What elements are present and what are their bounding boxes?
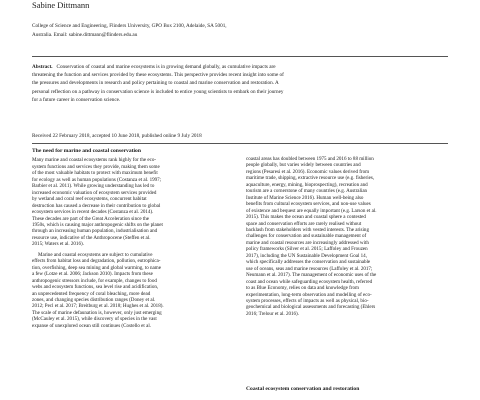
text-line: geochemical and biological assessments and forecasting (Ehlers	[246, 304, 376, 311]
text-line: maritime trade, shipping, extractive resource use (e.g. fisheries,	[246, 175, 375, 182]
text-line: Neumann et al. 2017). The management of economic uses of the	[246, 272, 377, 279]
text-line: through an increasing human population, industrialisation and	[32, 228, 158, 235]
text-line: ecosystem services in recent decades (Costanza et al. 2014).	[32, 209, 154, 216]
text-line: regions (Pesaresi et al. 2016). Economic values derived from	[246, 168, 370, 175]
text-line: of the most valuable habitats to protect with maximum benefit	[32, 170, 158, 177]
text-line: people globally, but varies widely between countries and	[246, 162, 361, 169]
text-line: 2016; Trelour et al. 2016).	[246, 310, 299, 317]
text-line: system processes, effects of impacts as well as physical, bio-	[246, 297, 369, 304]
affiliation-line: College of Science and Engineering, Flinders University, GPO Box 2100, Adelaide, SA 5001,	[32, 23, 227, 29]
abstract-line: for a future career in conservation science.	[32, 96, 121, 103]
text-line: experimentation, long-term observation and modelling of eco-	[246, 291, 372, 298]
text-line: marine and coastal resources are increasingly addressed with	[246, 239, 369, 246]
text-line: 2012; Pecl et al. 2017; Breitburg et al. 2018; Hughes et al. 2018).	[32, 303, 164, 310]
text-line: coast and ocean while safeguarding ecosystem health, referred	[246, 278, 373, 285]
text-line: policy frameworks (Silver et al. 2015; Laffoley and Frouzen	[246, 246, 368, 253]
text-line: zones, and changing species distribution ranges (Doney et al.	[32, 296, 156, 303]
text-line: effects from habitat loss and degradation, pollution, eutrophica-	[32, 258, 161, 265]
section-heading: Coastal ecosystem conservation and restoration	[246, 386, 360, 392]
text-line: which specifically addresses the conservation and sustainable	[246, 259, 371, 266]
text-line: aquaculture, energy, mining, bioprospecting), recreation and	[246, 181, 368, 188]
paragraph	[32, 252, 236, 329]
abstract	[32, 63, 448, 104]
left-column	[32, 148, 236, 329]
paragraph	[32, 157, 236, 247]
text-line: The scale of marine defaunation is, however, only just emerging	[32, 309, 162, 316]
top-rule	[32, 56, 448, 57]
text-line: by wetland and coral reef ecosystems, concurrent habitat	[32, 196, 147, 203]
text-line: Barbier et al. 2011). While growing understanding has led to	[32, 183, 155, 190]
text-line: 1950s, which is causing major anthropogenic shifts on the planet	[32, 221, 163, 228]
text-line: a few (Lotze et al. 2006; Jackson 2010). Impacts from these	[32, 271, 153, 278]
text-line: Marine and coastal ecosystems are subject to cumulative	[38, 251, 153, 258]
abstract-line: Conservation of coastal and marine ecosystems is in growing demand globally, as cumulative impacts are	[56, 64, 276, 70]
text-line: webs and ecosystem functions, sea level rise and acidification,	[32, 284, 159, 291]
text-line: challenges for conservation and sustainable management of	[246, 233, 367, 240]
text-line: 2017), including the UN Sustainable Development Goal 14,	[246, 252, 367, 259]
text-line: increased economic valuation of ecosystem services provided	[32, 189, 157, 196]
abstract-line: personal reflection on a pathway in conservation science is included to entice young scientists to embark on their journey	[32, 88, 284, 95]
text-line: tion, overfishing, deep sea mining and global warming, to name	[32, 264, 161, 271]
abstract-label: Abstract.	[32, 64, 53, 70]
text-line: 2015). This makes the ocean and coastal sphere a contested	[246, 214, 366, 221]
text-line: use of oceans, seas and marine resources (Laffoley et al. 2017;	[246, 265, 373, 272]
text-line: coastal areas has doubled between 1975 and 2016 to 88 million	[246, 156, 374, 162]
text-line: of existence and bequest are equally important (e.g. Larson et al.	[246, 207, 377, 214]
paragraph	[246, 156, 450, 317]
text-line: destruction has caused a decrease in their contribution to global	[32, 202, 161, 209]
text-line: space and conservation efforts are rarely realised without	[246, 220, 362, 227]
affiliation	[32, 22, 452, 39]
text-line: resource use, indicative of the Anthropocene (Steffen et al.	[32, 234, 151, 241]
text-line: for ecology as well as human populations (Costanza et al. 1997;	[32, 176, 162, 183]
text-line: tourism are a cornerstone of many countries (e.g. Australian	[246, 188, 368, 195]
text-line: expanse of unexplored ocean still continues (Costello et al.	[32, 322, 151, 329]
affiliation-line: Australia. Email: sabine.dittmann@flinders.edu.au	[32, 31, 138, 38]
abstract-line: threatening the function and services provided by these ecosystems. This perspective provides recent insight into some of	[32, 72, 284, 79]
abstract-line: the pressures and developments in research and policy pertaining to coastal and marine conservation and restoration. A	[32, 80, 279, 87]
text-line: 2015; Waters et al. 2016).	[32, 241, 84, 248]
text-line: anthropogenic stressors include, for example, changes to food	[32, 277, 157, 284]
text-line: benefits from cultural ecosystem services, and non-use values	[246, 201, 371, 208]
text-line: system functions and services they provide, making them some	[32, 163, 160, 170]
text-line: (McCauley et al. 2015), while discovery of species in the vast	[32, 316, 157, 323]
text-line: backlash from stakeholders with vested interests. The arising	[246, 226, 369, 233]
text-line: These decades are part of the Great Acceleration since the	[32, 215, 149, 222]
text-line: Many marine and coastal ecosystems rank highly for the eco-	[32, 157, 157, 164]
bottom-rule	[32, 143, 448, 144]
section-heading: The need for marine and coastal conservation	[32, 148, 141, 154]
author-name: Sabine Dittmann	[32, 0, 90, 10]
text-line: to as Blue Economy, relies on data and knowledge from	[246, 285, 359, 292]
text-line: Institute of Marine Science 2016). Human well-being also	[246, 194, 364, 201]
text-line: an unprecedented frequency of coral bleaching, more dead	[32, 290, 151, 297]
received-dates: Received 22 February 2018, accepted 10 June 2018, published online 9 July 2018	[32, 133, 202, 139]
right-column	[246, 156, 450, 317]
